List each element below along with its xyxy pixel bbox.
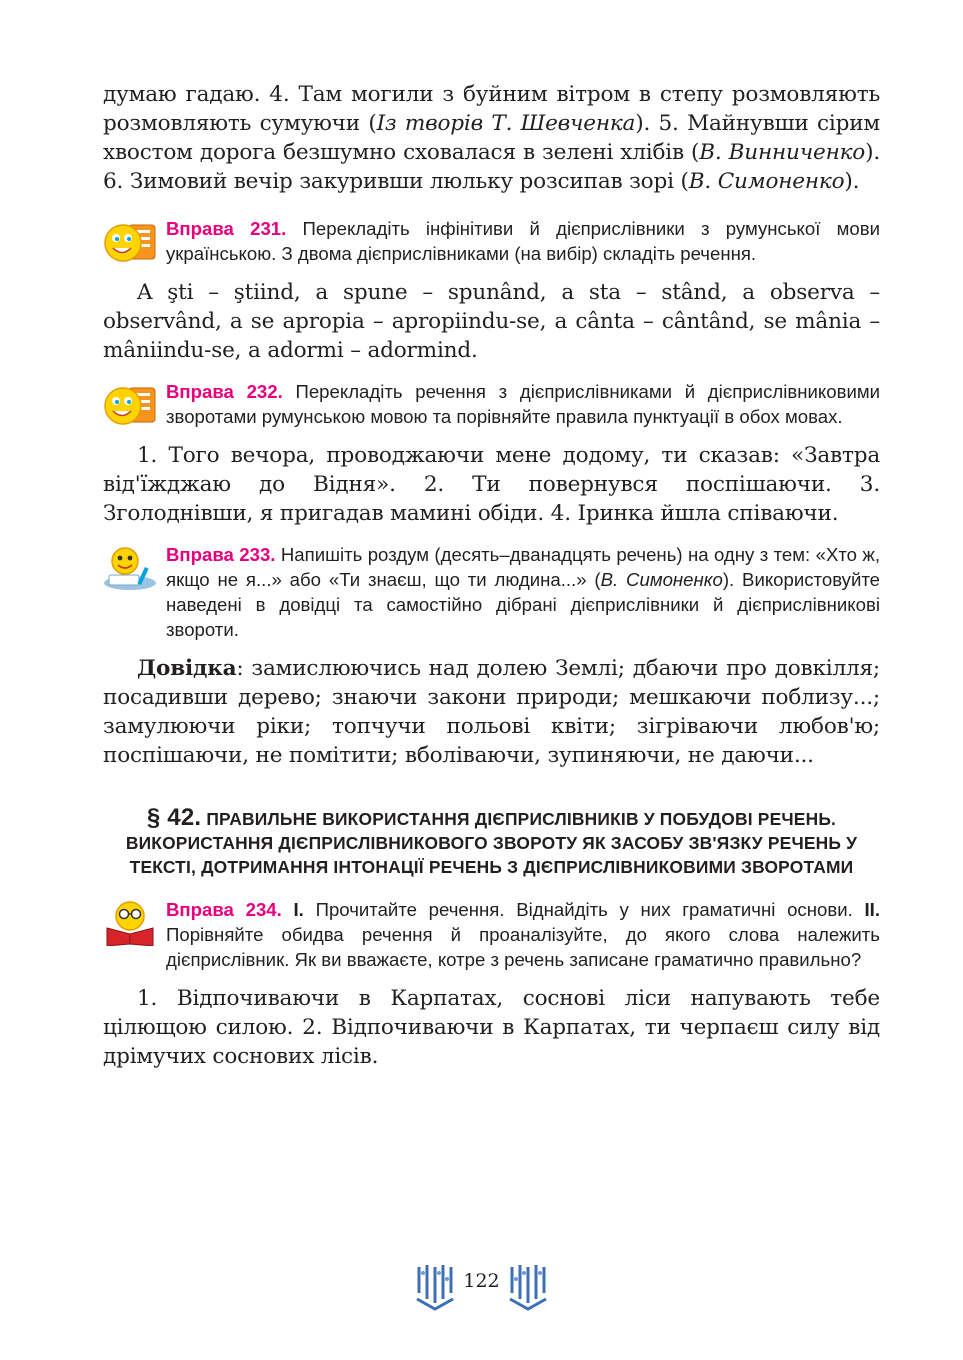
task-part-1-label: I. (293, 899, 304, 920)
exercise-title: Вправа 233. (166, 544, 276, 565)
smiley-notebook-icon (103, 382, 157, 428)
section-heading (103, 806, 880, 879)
exercise-title: Вправа 232. (166, 381, 283, 402)
author-name: В. Симоненко (600, 569, 723, 590)
exercise-task: Напишіть роздум (десять–дванадцять речень) на одну з тем: «Хто ж, якщо не я...» або «Ти знаєш, що ти людина...» ( (166, 544, 880, 590)
exercise-232-body: 1. Того вечора, проводжаючи мене додому, ти сказав: «Завтра від'їжджаю до Відня». 2. Ти повернувся поспішаючи. 3. Зголоднівши, я пригадав мамині обіди. 4. Іринка йшла співаючи. (103, 443, 880, 526)
smiley-notebook-icon (103, 219, 157, 265)
exercise-231-body: A şti – ştiind, a spune – spunând, a sta – stând, a observa – observând, a se apropia – apropiindu-se, a cânta – cântând, se mânia – mâniindu-se, a adormi – adormind. (103, 280, 880, 363)
exercise-task: Прочитайте речення. Віднайдіть у них граматичні основи. (303, 899, 865, 920)
dovidka-paragraph: Довідка: замислюючись над долею Землі; дбаючи про довкілля; посадивши дерево; знаючи закони природи; мешкаючи поблизу...; замулюючи ріки; топчучи польові квіти; зігріваючи любов'ю; поспішаючи, не помітити; вболіваючи, зупиняючи, не даючи... (103, 656, 880, 768)
dovidka-label: Довідка (137, 656, 237, 681)
smiley-reading-icon (103, 900, 157, 946)
exercise-task: Порівняйте обидва речення й проаналізуйте, до якого слова належить дієприслівник. Як ви вважаєте, котре з речень записане граматично правильно? (166, 924, 880, 970)
source-citation: В. Симоненко (688, 169, 845, 194)
exercise-233 (103, 542, 880, 642)
exercise-231 (103, 216, 880, 266)
exercise-234-body: 1. Відпочиваючи в Карпатах, соснові ліси напувають тебе цілющою силою. 2. Відпочиваючи в Карпатах, ти черпаєш силу від дрімучих соснових лісів. (103, 986, 880, 1069)
exercise-232 (103, 379, 880, 429)
exercise-task: Перекладіть речення з дієприслівниками й дієприслівниковими зворотами румунською мовою та порівняйте правила пунктуації в обох мовах. (166, 381, 880, 427)
exercise-task: ). Використовуйте наведені в довідці та самостійно дібрані дієприслівники й дієприслівникові звороти. (166, 569, 880, 640)
section-title: ПРАВИЛЬНЕ ВИКОРИСТАННЯ ДІЄПРИСЛІВНИКІВ У ПОБУДОВІ РЕЧЕНЬ. ВИКОРИСТАННЯ ДІЄПРИСЛІВНИКОВОГО ЗВОРОТУ ЯК ЗАСОБУ ЗВ'ЯЗКУ РЕЧЕНЬ У ТЕКСТІ, ДОТРИМАННЯ ІНТОНАЦІЇ РЕЧЕНЬ З ДІЄПРИСЛІВНИКОВИМИ ЗВОРОТАМИ (125, 809, 858, 877)
task-part-2-label: II. (864, 899, 880, 920)
page-footer (0, 1262, 963, 1312)
smiley-writing-icon (103, 545, 157, 591)
source-citation: В. Винниченко (699, 140, 866, 165)
page-number: 122 (463, 1270, 500, 1292)
exercise-task: Перекладіть інфінітиви й дієприслівники з румунської мови українською. З двома дієприслівниками (на вибір) складіть речення. (166, 218, 880, 264)
exercise-title: Вправа 234. (166, 899, 282, 920)
source-citation: Із творів Т. Шевченка (376, 111, 636, 136)
ornament-icon (506, 1263, 550, 1311)
ornament-icon (413, 1263, 457, 1311)
page-content (103, 80, 880, 1071)
top-paragraph: думаю гадаю. 4. Там могили з буйним вітром в степу розмовляють розмовляють сумуючи (Із творів Т. Шевченка). 5. Майнувши сірим хвостом дорога безшумно сховалася в зелені хлібів (В. Винниченко). 6. Зимовий вечір закуривши люльку розсипав зорі (В. Симоненко). (103, 82, 880, 194)
exercise-title: Вправа 231. (166, 218, 287, 239)
section-number: § 42. (146, 804, 202, 831)
exercise-234 (103, 897, 880, 972)
